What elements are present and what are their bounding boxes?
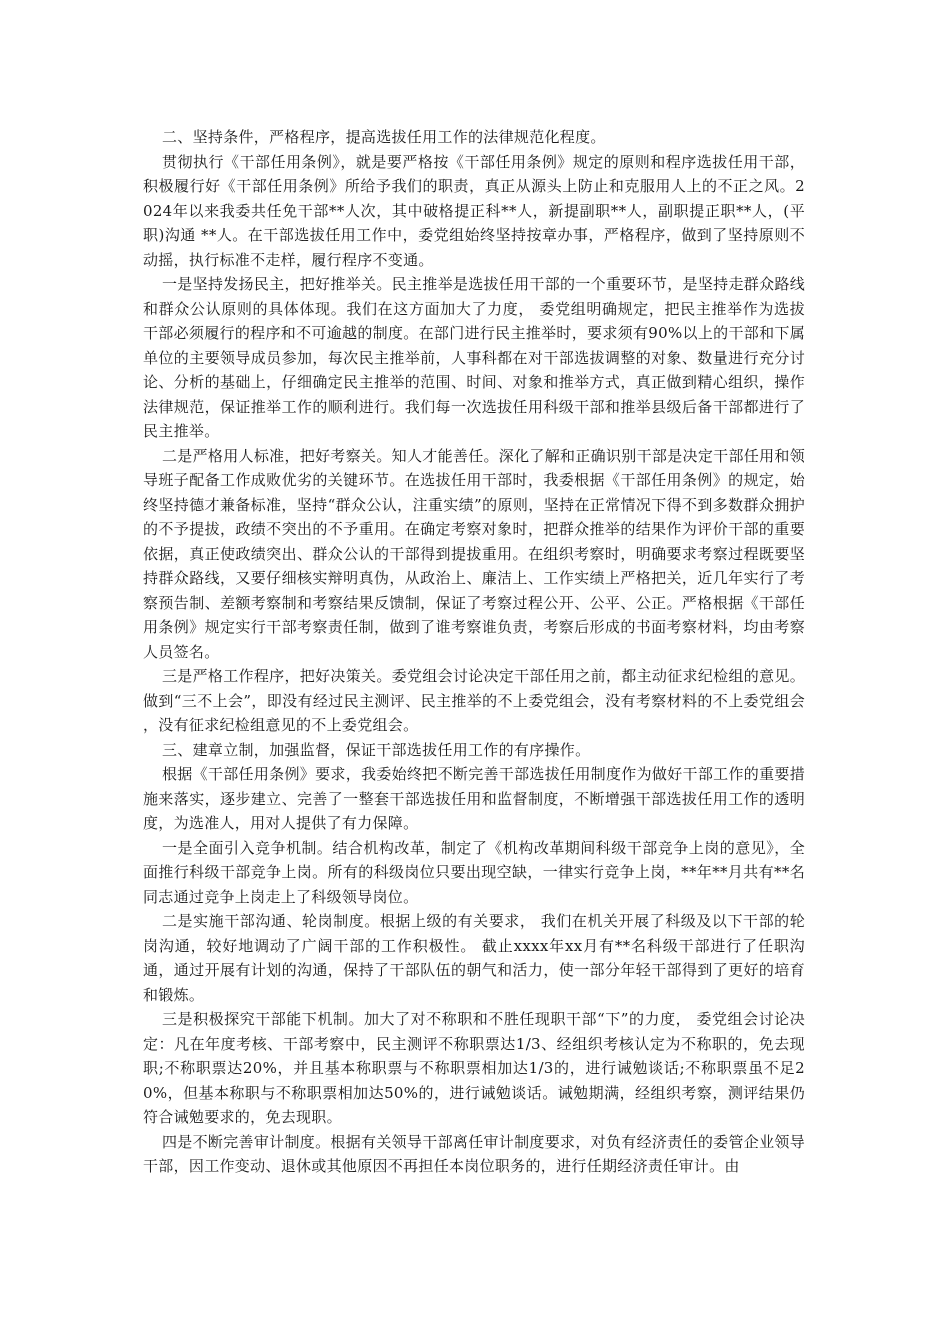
paragraph: 一是坚持发扬民主，把好推举关。民主推举是选拔任用干部的一个重要环节，是坚持走群众路线和群众公认原则的具体体现。我们在这方面加大了力度， 委党组明确规定，把民主推举作为选拔干部必须履行的程序和不可逾越的制度。在部门进行民主推举时，要求须有90%以上的干部和下属单位的主要领导成员参加，每次民主推举前，人事科都在对干部选拔调整的对象、数量进行充分讨论、分析的基础上，仔细确定民主推举的范围、时间、对象和推举方式，真正做到精心组织，操作法律规范，保证推举工作的顺利进行。我们每一次选拔任用科级干部和推举县级后备干部都进行了民主推举。: [143, 275, 805, 440]
paragraph: 根据《干部任用条例》要求，我委始终把不断完善干部选拔任用制度作为做好干部工作的重要措施来落实，逐步建立、完善了一整套干部选拔任用和监督制度，不断增强干部选拔任用工作的透明度，为选准人，用对人提供了有力保障。: [143, 765, 805, 832]
section-heading-3: 三、建章立制，加强监督，保证干部选拔任用工作的有序操作。: [162, 740, 591, 759]
section-heading-2: 二、坚持条件，严格程序，提高选拔任用工作的法律规范化程度。: [162, 128, 606, 146]
paragraph: 贯彻执行《干部任用条例》，就是要严格按《干部任用条例》规定的原则和程序选拔任用干部，积极履行好《干部任用条例》所给予我们的职责，真正从源头上防止和克服用人上的不正之风。2024年以来我委共任免干部**人次，其中破格提正科**人，新提副职**人，副职提正职**人，(平职)沟通 **人。在干部选拔任用工作中，委党组始终坚持按章办事，严格程序，做到了坚持原则不动摇，执行标准不走样，履行程序不变通。: [143, 152, 805, 269]
document-body: [143, 125, 805, 1179]
paragraph: 二是严格用人标准，把好考察关。知人才能善任。深化了解和正确识别干部是决定干部任用和领导班子配备工作成败优劣的关键环节。在选拔任用干部时，我委根据《干部任用条例》的规定，始终坚持德才兼备标准，坚持“群众公认，注重实绩”的原则，坚持在正常情况下得不到多数群众拥护的不予提拔，政绩不突出的不予重用。在确定考察对象时，把群众推举的结果作为评价干部的重要依据，真正使政绩突出、群众公认的干部得到提拔重用。在组织考察时，明确要求考察过程既要坚持群众路线，又要仔细核实辩明真伪，从政治上、廉洁上、工作实绩上严格把关，近几年实行了考察预告制、差额考察制和考察结果反馈制，保证了考察过程公开、公平、公正。严格根据《干部任用条例》规定实行干部考察责任制，做到了谁考察谁负责，考察后形成的书面考察材料，均由考察人员签名。: [143, 446, 805, 661]
paragraph: 一是全面引入竞争机制。结合机构改革，制定了《机构改革期间科级干部竞争上岗的意见》，全面推行科级干部竞争上岗。所有的科级岗位只要出现空缺，一律实行竞争上岗，**年**月共有**名同志通过竞争上岗走上了科级领导岗位。: [143, 838, 805, 906]
paragraph: 三是积极探究干部能下机制。加大了对不称职和不胜任现职干部“下”的力度， 委党组会讨论决定：凡在年度考核、干部考察中，民主测评不称职票达1/3、经组织考核认定为不称职的，免去现职;不称职票达20%，并且基本称职票与不称职票相加达1/3的，进行诫勉谈话;不称职票虽不足20%，但基本称职与不称职票相加达50%的，进行诫勉谈话。诫勉期满，经组织考察，测评结果仍符合诫勉要求的，免去现职。: [143, 1010, 805, 1126]
paragraph: 二是实施干部沟通、轮岗制度。根据上级的有关要求， 我们在机关开展了科级及以下干部的轮岗沟通，较好地调动了广阔干部的工作积极性。 截止xxxx年xx月有**名科级干部进行了任职沟通，通过开展有计划的沟通，保持了干部队伍的朝气和活力，使一部分年轻干部得到了更好的培育和锻炼。: [143, 912, 805, 1004]
paragraph: 四是不断完善审计制度。根据有关领导干部离任审计制度要求，对负有经济责任的委管企业领导干部，因工作变动、退休或其他原因不再担任本岗位职务的，进行任期经济责任审计。由: [143, 1132, 805, 1175]
paragraph: 三是严格工作程序，把好决策关。委党组会讨论决定干部任用之前，都主动征求纪检组的意见。做到“三不上会”，即没有经过民主测评、民主推举的不上委党组会，没有考察材料的不上委党组会 ，没有征求纪检组意见的不上委党组会。: [143, 667, 805, 734]
